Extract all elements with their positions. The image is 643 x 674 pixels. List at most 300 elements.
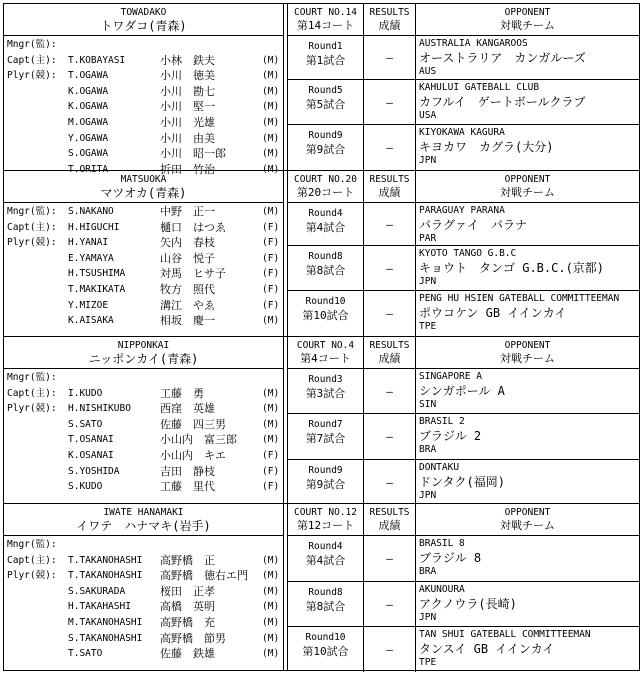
team-block — [3, 3, 640, 176]
player-name-en: H.NISHIKUBO — [68, 403, 131, 415]
result-cell: — — [364, 291, 416, 337]
player-name-en: K.AISAKA — [68, 315, 114, 327]
round-label: Round8 — [308, 251, 343, 262]
match-row — [288, 36, 639, 80]
opponent-cell — [416, 369, 639, 413]
round-label-jp: 第10試合 — [302, 645, 349, 658]
player-row — [4, 479, 283, 495]
player-row — [4, 401, 283, 417]
opponent-label-jp: 対戦チーム — [500, 19, 555, 32]
team-name-en: IWATE HANAMAKI — [103, 507, 184, 518]
opponent-country-code: SIN — [419, 399, 437, 410]
player-name-en: T.OGAWA — [68, 70, 109, 82]
opponent-name-jp: アクノウラ(長崎) — [419, 597, 517, 611]
opponent-header — [416, 504, 639, 535]
match-grid — [288, 337, 639, 503]
opponent-name-en: TAN SHUI GATEBALL COMMITTEEMAN — [419, 629, 591, 640]
opponent-name-jp: オーストラリア カンガルーズ — [419, 51, 586, 65]
team-header — [4, 171, 283, 203]
player-name-jp: 小山内 富三郎 — [160, 433, 237, 447]
player-name-jp: 高野橋 徳右エ門 — [160, 569, 248, 583]
player-row — [4, 220, 283, 236]
opponent-name-en: KAHULUI GATEBALL CLUB — [419, 82, 540, 93]
team-header — [4, 4, 283, 36]
player-name-jp: 小林 鉄夫 — [160, 53, 215, 67]
round-cell — [288, 582, 364, 626]
player-gender: (M) — [262, 434, 280, 446]
player-row — [4, 568, 283, 584]
opponent-header — [416, 337, 639, 368]
player-role: Capt(主): — [7, 387, 57, 399]
results-label-jp: 成績 — [378, 352, 401, 365]
player-name-en: T.MAKIKATA — [68, 283, 126, 295]
player-name-jp: 工藤 勇 — [160, 386, 204, 400]
results-label: RESULTS — [369, 340, 410, 351]
player-name-en: S.YOSHIDA — [68, 465, 120, 477]
player-name-en: K.OGAWA — [68, 101, 109, 113]
opponent-country-code: JPN — [419, 612, 437, 623]
player-name-en: E.YAMAYA — [68, 252, 114, 264]
results-header — [364, 4, 416, 35]
player-row — [4, 115, 283, 131]
player-name-jp: 相坂 慶一 — [160, 314, 215, 328]
opponent-country-code: TPE — [419, 657, 437, 668]
player-name-jp: 高野橋 充 — [160, 615, 215, 629]
round-cell — [288, 36, 364, 79]
player-gender: (M) — [262, 163, 280, 175]
court-number-jp: 第12コート — [296, 519, 355, 532]
player-row — [4, 131, 283, 147]
round-label: Round9 — [308, 465, 343, 476]
player-name-en: T.TAKANOHASHI — [68, 570, 143, 582]
court-header — [288, 337, 364, 368]
player-list — [4, 369, 283, 495]
match-row — [288, 460, 639, 505]
court-number: COURT NO.14 — [294, 7, 357, 18]
court-header — [288, 4, 364, 35]
player-role: Capt(主): — [7, 221, 57, 233]
player-name-en: H.TSUSHIMA — [68, 268, 126, 280]
player-gender: (M) — [262, 418, 280, 430]
opponent-cell — [416, 414, 639, 459]
team-name-en: MATSUOKA — [120, 174, 167, 185]
match-row — [288, 414, 639, 460]
court-number: COURT NO.12 — [294, 507, 357, 518]
round-label-jp: 第4試合 — [305, 554, 346, 567]
team-name-en: NIPPONKAI — [117, 340, 170, 351]
player-name-en: H.TAKAHASHI — [68, 601, 131, 613]
player-gender: (M) — [262, 148, 280, 160]
grid-header — [288, 337, 639, 369]
round-cell — [288, 80, 364, 124]
player-row — [4, 204, 283, 220]
player-row — [4, 298, 283, 314]
team-block — [3, 503, 640, 671]
player-row — [4, 266, 283, 282]
opponent-name-jp: カフルイ ゲートボールクラブ — [419, 95, 586, 109]
opponent-cell — [416, 291, 639, 337]
player-row — [4, 146, 283, 162]
opponent-cell — [416, 80, 639, 124]
player-name-en: K.OGAWA — [68, 85, 109, 97]
round-label-jp: 第8試合 — [305, 264, 346, 277]
result-cell: — — [364, 246, 416, 290]
opponent-name-en: PENG HU HSIEN GATEBALL COMMITTEEMAN — [419, 293, 620, 304]
match-row — [288, 246, 639, 291]
match-row — [288, 125, 639, 171]
court-header — [288, 504, 364, 535]
results-label: RESULTS — [369, 174, 410, 185]
player-gender: (M) — [262, 554, 280, 566]
team-name-jp: トワダコ(青森) — [100, 19, 187, 33]
opponent-country-code: USA — [419, 110, 437, 121]
player-role: Plyr(競): — [7, 403, 57, 415]
match-row — [288, 291, 639, 337]
round-cell — [288, 203, 364, 245]
player-role: Mngr(監): — [7, 39, 57, 50]
player-gender: (M) — [262, 206, 280, 217]
player-name-jp: 小山内 キエ — [160, 448, 226, 462]
opponent-cell — [416, 36, 639, 79]
player-gender: (M) — [262, 616, 280, 628]
player-name-en: S.KUDO — [68, 481, 103, 493]
player-row — [4, 370, 283, 386]
opponent-name-en: AKUNOURA — [419, 584, 465, 595]
player-role: Plyr(競): — [7, 570, 57, 582]
round-label-jp: 第9試合 — [305, 478, 346, 491]
player-list — [4, 536, 283, 662]
results-label: RESULTS — [369, 7, 410, 18]
result-cell: — — [364, 125, 416, 171]
round-label-jp: 第3試合 — [305, 387, 346, 400]
player-row — [4, 537, 283, 553]
result-cell: — — [364, 627, 416, 672]
opponent-country-code: JPN — [419, 276, 437, 287]
player-row — [4, 84, 283, 100]
player-gender: (M) — [262, 315, 280, 327]
results-header — [364, 337, 416, 368]
round-label: Round4 — [308, 541, 343, 552]
results-header — [364, 171, 416, 202]
player-row — [4, 251, 283, 267]
player-gender: (F) — [262, 237, 280, 249]
opponent-name-jp: ブラジル 2 — [419, 429, 482, 443]
opponent-name-jp: パラグァイ パラナ — [419, 218, 528, 232]
opponent-name-jp: キヨカワ カグラ(大分) — [419, 140, 554, 154]
grid-header — [288, 4, 639, 36]
player-name-en: M.OGAWA — [68, 116, 109, 128]
player-name-jp: 小川 由美 — [160, 131, 215, 145]
opponent-name-en: KYOTO TANGO G.B.C — [419, 248, 517, 259]
round-cell — [288, 460, 364, 505]
player-name-jp: 佐藤 四三男 — [160, 417, 226, 431]
court-number: COURT NO.20 — [294, 174, 357, 185]
player-gender: (M) — [262, 70, 280, 82]
opponent-label-jp: 対戦チーム — [500, 186, 555, 199]
player-name-en: S.SAKURADA — [68, 585, 126, 597]
player-name-jp: 中野 正一 — [160, 205, 215, 218]
opponent-name-en: SINGAPORE A — [419, 371, 482, 382]
team-header — [4, 337, 283, 369]
team-name-jp: イワテ ハナマキ(岩手) — [76, 519, 211, 533]
match-row — [288, 582, 639, 627]
player-gender: (M) — [262, 85, 280, 97]
match-row — [288, 203, 639, 246]
player-gender: (M) — [262, 601, 280, 613]
round-cell — [288, 536, 364, 581]
round-label-jp: 第7試合 — [305, 432, 346, 445]
opponent-country-code: JPN — [419, 155, 437, 166]
opponent-label-jp: 対戦チーム — [500, 352, 555, 365]
round-label-jp: 第5試合 — [305, 98, 346, 111]
opponent-name-jp: ブラジル 8 — [419, 551, 482, 565]
round-cell — [288, 369, 364, 413]
player-row — [4, 235, 283, 251]
result-cell: — — [364, 460, 416, 505]
result-cell: — — [364, 536, 416, 581]
round-cell — [288, 125, 364, 171]
opponent-cell — [416, 627, 639, 672]
player-row — [4, 99, 283, 115]
opponent-label-jp: 対戦チーム — [500, 519, 555, 532]
round-label: Round3 — [308, 374, 343, 385]
round-label-jp: 第10試合 — [302, 309, 349, 322]
opponent-country-code: JPN — [419, 490, 437, 501]
player-row — [4, 53, 283, 69]
player-role: Mngr(監): — [7, 539, 57, 550]
match-row — [288, 536, 639, 582]
player-name-jp: 小川 光雄 — [160, 115, 215, 129]
player-row — [4, 282, 283, 298]
player-row — [4, 37, 283, 53]
player-name-en: S.NAKANO — [68, 206, 114, 217]
team-header — [4, 504, 283, 536]
player-gender: (M) — [262, 387, 280, 399]
round-cell — [288, 291, 364, 337]
grid-header — [288, 171, 639, 203]
player-name-jp: 西窪 英雄 — [160, 402, 215, 416]
player-gender: (M) — [262, 570, 280, 582]
player-role: Mngr(監): — [7, 372, 57, 383]
opponent-name-jp: ポウコケン GB イインカイ — [419, 306, 567, 320]
player-name-en: K.OSANAI — [68, 449, 114, 461]
result-cell: — — [364, 414, 416, 459]
opponent-label: OPPONENT — [504, 174, 551, 185]
opponent-cell — [416, 125, 639, 171]
team-block — [3, 170, 640, 337]
opponent-name-en: AUSTRALIA KANGAROOS — [419, 38, 528, 49]
player-name-en: S.TAKANOHASHI — [68, 632, 143, 644]
player-gender: (M) — [262, 101, 280, 113]
player-role: Plyr(競): — [7, 237, 57, 249]
player-gender: (M) — [262, 54, 280, 66]
round-label: Round10 — [305, 632, 346, 643]
team-name-jp: ニッポンカイ(青森) — [88, 352, 199, 366]
opponent-cell — [416, 203, 639, 245]
player-list — [4, 36, 283, 177]
opponent-cell — [416, 536, 639, 581]
opponent-header — [416, 171, 639, 202]
player-name-jp: 工藤 里代 — [160, 480, 215, 494]
player-name-jp: 溝江 やゑ — [160, 298, 215, 312]
results-label-jp: 成績 — [378, 19, 401, 32]
player-gender: (F) — [262, 283, 280, 295]
results-label: RESULTS — [369, 507, 410, 518]
team-name-en: TOWADAKO — [120, 7, 167, 18]
team-panel — [4, 4, 284, 176]
opponent-label: OPPONENT — [504, 507, 551, 518]
player-name-jp: 対馬 ヒサ子 — [160, 267, 226, 281]
round-label: Round1 — [308, 41, 343, 52]
team-panel — [4, 504, 284, 670]
player-name-jp: 小川 徳美 — [160, 69, 215, 83]
court-number: COURT NO.4 — [296, 340, 355, 351]
player-name-en: T.KOBAYASI — [68, 54, 126, 66]
player-name-en: Y.OGAWA — [68, 132, 109, 144]
player-name-en: T.OSANAI — [68, 434, 114, 446]
player-name-jp: 吉田 静枝 — [160, 464, 215, 478]
round-label-jp: 第1試合 — [305, 54, 346, 67]
results-label-jp: 成績 — [378, 186, 401, 199]
match-grid — [288, 4, 639, 170]
results-header — [364, 504, 416, 535]
result-cell: — — [364, 203, 416, 245]
result-cell: — — [364, 582, 416, 626]
player-row — [4, 631, 283, 647]
player-gender: (M) — [262, 116, 280, 128]
team-name-jp: マツオカ(青森) — [100, 186, 187, 200]
opponent-name-en: BRASIL 8 — [419, 538, 465, 549]
player-gender: (M) — [262, 132, 280, 144]
round-label-jp: 第4試合 — [305, 221, 346, 234]
player-name-en: T.ORITA — [68, 163, 109, 175]
result-cell: — — [364, 369, 416, 413]
court-number-jp: 第4コート — [300, 352, 351, 365]
round-cell — [288, 246, 364, 290]
player-name-jp: 高野橋 節男 — [160, 631, 226, 645]
player-name-jp: 小川 堅一 — [160, 100, 215, 114]
player-gender: (F) — [262, 465, 280, 477]
player-row — [4, 553, 283, 569]
player-gender: (M) — [262, 648, 280, 660]
player-name-jp: 佐藤 鉄雄 — [160, 647, 215, 661]
opponent-name-jp: キョウト タンゴ G.B.C.(京都) — [419, 261, 605, 275]
player-row — [4, 313, 283, 329]
court-header — [288, 171, 364, 202]
player-name-en: M.TAKANOHASHI — [68, 616, 143, 628]
team-block — [3, 336, 640, 504]
player-row — [4, 584, 283, 600]
result-cell: — — [364, 80, 416, 124]
opponent-label: OPPONENT — [504, 340, 551, 351]
player-name-en: Y.MIZOE — [68, 299, 109, 311]
player-name-jp: 樋口 はつゑ — [160, 220, 226, 234]
player-name-jp: 山谷 悦子 — [160, 251, 215, 265]
player-gender: (F) — [262, 449, 280, 461]
player-gender: (M) — [262, 585, 280, 597]
player-role: Plyr(競): — [7, 70, 57, 82]
opponent-header — [416, 4, 639, 35]
player-name-jp: 小川 勘七 — [160, 84, 215, 98]
opponent-name-en: BRASIL 2 — [419, 416, 465, 427]
player-name-en: S.SATO — [68, 418, 103, 430]
match-row — [288, 369, 639, 414]
opponent-country-code: PAR — [419, 233, 437, 244]
opponent-name-en: DONTAKU — [419, 462, 460, 473]
round-label: Round9 — [308, 130, 343, 141]
player-name-jp: 牧方 照代 — [160, 282, 215, 296]
court-number-jp: 第20コート — [296, 186, 355, 199]
player-gender: (M) — [262, 632, 280, 644]
player-role: Capt(主): — [7, 554, 57, 566]
opponent-country-code: BRA — [419, 566, 437, 577]
player-name-jp: 桜田 正孝 — [160, 584, 215, 598]
results-label-jp: 成績 — [378, 519, 401, 532]
player-name-jp: 高野橋 正 — [160, 553, 215, 567]
team-panel — [4, 171, 284, 336]
opponent-country-code: AUS — [419, 66, 437, 77]
player-name-jp: 矢内 春枝 — [160, 236, 215, 250]
player-name-jp: 折田 竹治 — [160, 162, 215, 176]
player-row — [4, 448, 283, 464]
round-label: Round5 — [308, 85, 343, 96]
player-name-en: T.TAKANOHASHI — [68, 554, 143, 566]
player-gender: (F) — [262, 299, 280, 311]
player-row — [4, 432, 283, 448]
player-name-en: S.OGAWA — [68, 148, 109, 160]
player-gender: (F) — [262, 268, 280, 280]
match-row — [288, 80, 639, 125]
result-cell: — — [364, 36, 416, 79]
player-row — [4, 599, 283, 615]
opponent-name-jp: タンスイ GB イインカイ — [419, 642, 555, 656]
opponent-cell — [416, 246, 639, 290]
player-role: Mngr(監): — [7, 206, 57, 217]
court-number-jp: 第14コート — [296, 19, 355, 32]
opponent-cell — [416, 460, 639, 505]
round-cell — [288, 414, 364, 459]
round-label: Round8 — [308, 587, 343, 598]
round-label-jp: 第8試合 — [305, 600, 346, 613]
player-row — [4, 464, 283, 480]
player-role: Capt(主): — [7, 54, 57, 66]
opponent-country-code: TPE — [419, 321, 437, 332]
match-grid — [288, 504, 639, 670]
opponent-name-en: PARAGUAY PARANA — [419, 205, 505, 216]
player-name-jp: 小川 昭一郎 — [160, 147, 226, 161]
player-name-en: H.HIGUCHI — [68, 221, 120, 233]
player-list — [4, 203, 283, 329]
player-name-en: H.YANAI — [68, 237, 109, 249]
player-row — [4, 615, 283, 631]
player-name-en: I.KUDO — [68, 387, 103, 399]
round-label: Round10 — [305, 296, 346, 307]
opponent-cell — [416, 582, 639, 626]
match-row — [288, 627, 639, 672]
player-row — [4, 68, 283, 84]
player-gender: (F) — [262, 252, 280, 264]
round-label-jp: 第9試合 — [305, 143, 346, 156]
opponent-label: OPPONENT — [504, 7, 551, 18]
player-row — [4, 417, 283, 433]
team-panel — [4, 337, 284, 503]
match-grid — [288, 171, 639, 336]
player-gender: (F) — [262, 221, 280, 233]
player-gender: (M) — [262, 403, 280, 415]
round-label: Round7 — [308, 419, 343, 430]
round-cell — [288, 627, 364, 672]
player-row — [4, 386, 283, 402]
